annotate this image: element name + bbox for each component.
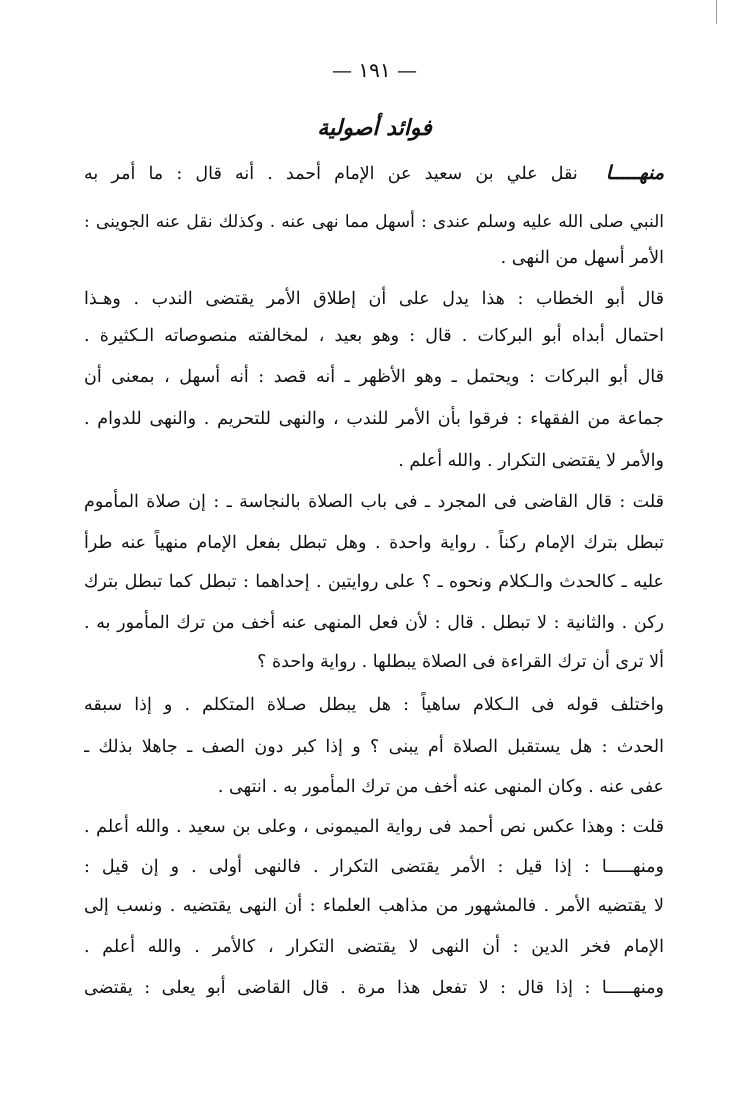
text-line: عفى عنه . وكان المنهى عنه أخف من ترك المأمور به . انتهى . <box>217 777 664 797</box>
text-line: جماعة من الفقهاء : فرقوا بأن الأمر للندب ، والنهى للتحريم . والنهى للدوام . <box>84 409 664 429</box>
section-marker: منهـــــا <box>605 162 664 184</box>
text-line: واختلف قوله فى الـكلام ساهياً : هل يبطل صـلاة المتكلم . و إذا سبقه <box>84 695 664 715</box>
text-line: قلت : قال القاضى فى المجرد ـ فى باب الصلاة بالنجاسة ـ : إن صلاة المأموم <box>84 492 664 512</box>
margin-rule <box>716 0 717 24</box>
text-line: ركن . والثانية : لا تبطل . قال : لأن فعل المنهى عنه أخف من ترك المأمور به . <box>84 613 664 633</box>
text-line: الإمام فخر الدين : أن النهى لا يقتضى التكرار ، كالأمر . والله أعلم . <box>84 937 664 957</box>
text-line: تبطل بترك الإمام ركناً . رواية واحدة . وهل تبطل بفعل الإمام منهياً عنه طرأ <box>84 533 664 553</box>
text-line: ألا ترى أن ترك القراءة فى الصلاة يبطلها . رواية واحدة ؟ <box>257 652 664 672</box>
text-line: احتمال أبداه أبو البركات . قال : وهو بعيد ، لمخالفته منصوصاته الـكثيرة . <box>84 326 664 346</box>
text-line: ومنهـــــا : إذا قيل : الأمر يقتضى التكرار . فالنهى أولى . و إن قيل : <box>84 857 664 877</box>
section-heading: فوائد أصولية <box>317 115 432 141</box>
text-line: قلت : وهذا عكس نص أحمد فى رواية الميمونى ، وعلى بن سعيد . والله أعلم . <box>84 817 664 837</box>
text-line: لا يقتضيه الأمر . فالمشهور من مذاهب العلماء : أن النهى يقتضيه . ونسب إلى <box>84 896 664 916</box>
text-line: قال أبو الخطاب : هذا يدل على أن إطلاق الأمر يقتضى الندب . وهـذا <box>84 289 664 309</box>
page-number: — ١٩١ — <box>332 58 417 82</box>
text-line: والأمر لا يقتضى التكرار . والله أعلم . <box>398 451 664 471</box>
text-line: عليه ـ كالحدث والـكلام ونحوه ـ ؟ على روايتين . إحداهما : تبطل كما تبطل بترك <box>84 572 664 592</box>
text-line: النبي صلى الله عليه وسلم عندى : أسهل مما نهى عنه . وكذلك نقل عنه الجوينى : <box>84 212 664 232</box>
text-line: الحدث : هل يستقبل الصلاة أم يبنى ؟ و إذا كبر دون الصف ـ جاهلا بذلك ـ <box>84 737 664 757</box>
text-line: منهـــــانقل علي بن سعيد عن الإمام أحمد . أنه قال : ما أمر به <box>84 162 664 184</box>
text-line: قال أبو البركات : ويحتمل ـ وهو الأظهر ـ أنه قصد : أنه أسهل ، بمعنى أن <box>84 367 664 387</box>
text-line: الأمر أسهل من النهى . <box>500 248 664 268</box>
text-line: ومنهـــــا : إذا قال : لا تفعل هذا مرة . قال القاضى أبو يعلى : يقتضى <box>84 978 664 998</box>
